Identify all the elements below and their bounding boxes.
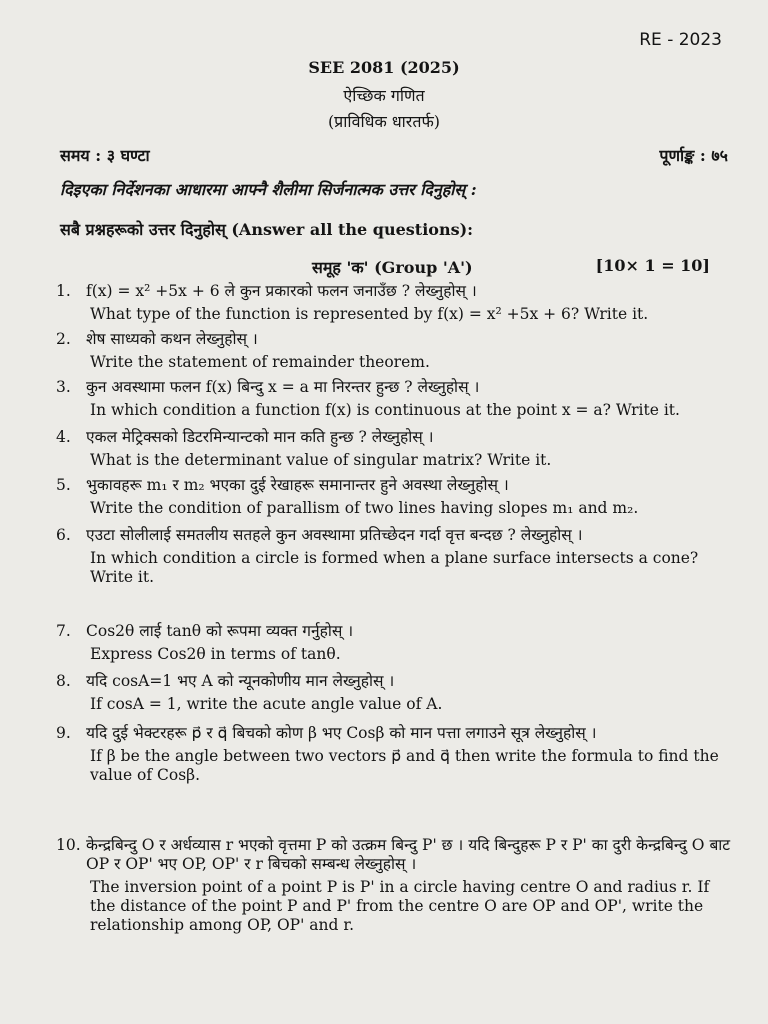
time-label: समय : ३ घण्टा	[60, 146, 150, 165]
question-number: 9.	[56, 724, 71, 742]
question-nepali: यदि दुई भेक्टरहरू p⃗ र q⃗ बिचको कोण β भए Cosβ को मान पत्ता लगाउने सूत्र लेख्नुहोस् ।	[86, 724, 597, 742]
question-nepali: f(x) = x² +5x + 6 ले कुन प्रकारको फलन जनाउँछ ? लेख्नुहोस् ।	[86, 282, 477, 300]
instruction: दिइएका निर्देशनका आधारमा आफ्नै शैलीमा सिर्जनात्मक उत्तर दिनुहोस् :	[60, 180, 477, 199]
group-marks: [10× 1 = 10]	[595, 256, 710, 275]
question-nepali: यदि cosA=1 भए A को न्यूनकोणीय मान लेख्नुहोस् ।	[86, 672, 395, 690]
exam-title: SEE 2081 (2025)	[308, 58, 460, 77]
question-english: What is the determinant value of singular matrix? Write it.	[90, 451, 552, 469]
question-item	[56, 526, 736, 587]
question-number: 1.	[56, 282, 71, 300]
full-marks-label: पूर्णाङ्क : ७५	[659, 146, 728, 165]
question-nepali: केन्द्रबिन्दु O र अर्धव्यास r भएको वृत्तमा P को उत्क्रम बिन्दु P' छ । यदि बिन्दुहरू P र P' का दुरी केन्द्रबिन्दु O बाट OP र OP' भए OP, OP' र r बिचको सम्बन्ध लेख्नुहोस् ।	[86, 836, 731, 873]
question-number: 5.	[56, 476, 71, 494]
question-nepali: कुन अवस्थामा फलन f(x) बिन्दु x = a मा निरन्तर हुन्छ ? लेख्नुहोस् ।	[86, 378, 480, 396]
question-item	[56, 672, 736, 714]
paper-code: RE - 2023	[639, 30, 722, 50]
question-item	[56, 476, 736, 518]
question-item	[56, 378, 736, 420]
question-item	[56, 330, 736, 372]
question-item	[56, 428, 736, 470]
question-item	[56, 724, 736, 785]
question-nepali: एउटा सोलीलाई समतलीय सतहले कुन अवस्थामा प्रतिच्छेदन गर्दा वृत्त बन्दछ ? लेख्नुहोस् ।	[86, 526, 583, 544]
stream-title: (प्राविधिक धारतर्फ)	[327, 112, 441, 131]
group-title: समूह 'क' (Group 'A')	[312, 258, 473, 277]
subject-title: ऐच्छिक गणित	[343, 86, 425, 105]
question-item	[56, 622, 736, 664]
question-number: 6.	[56, 526, 71, 544]
question-english: If cosA = 1, write the acute angle value of A.	[90, 695, 443, 713]
question-nepali: भुकावहरू m₁ र m₂ भएका दुई रेखाहरू समानान्तर हुने अवस्था लेख्नुहोस् ।	[86, 476, 509, 494]
question-number: 3.	[56, 378, 71, 396]
question-nepali: एकल मेट्रिक्सको डिटरमिन्यान्टको मान कति हुन्छ ? लेख्नुहोस् ।	[86, 428, 434, 446]
question-english: In which condition a function f(x) is continuous at the point x = a? Write it.	[90, 401, 680, 419]
question-number: 2.	[56, 330, 71, 348]
question-item	[56, 836, 736, 935]
question-english: Write the condition of parallism of two lines having slopes m₁ and m₂.	[90, 499, 639, 517]
question-english: What type of the function is represented by f(x) = x² +5x + 6? Write it.	[90, 305, 649, 323]
question-number: 4.	[56, 428, 71, 446]
question-english: Write the statement of remainder theorem.	[90, 353, 430, 371]
question-number: 8.	[56, 672, 71, 690]
question-english: Express Cos2θ in terms of tanθ.	[90, 645, 341, 663]
question-nepali: Cos2θ लाई tanθ को रूपमा व्यक्त गर्नुहोस् ।	[86, 622, 354, 640]
question-english: In which condition a circle is formed when a plane surface intersects a cone? Write it.	[90, 549, 699, 586]
answer-all: सबै प्रश्नहरूको उत्तर दिनुहोस् (Answer all the questions):	[60, 220, 474, 239]
question-english: The inversion point of a point P is P' in a circle having centre O and radius r. If the distance of the point P and P' from the centre O are OP and OP', write the relationship among OP, OP' and r.	[90, 878, 710, 934]
question-number: 10.	[56, 836, 81, 854]
question-item	[56, 282, 736, 324]
question-number: 7.	[56, 622, 71, 640]
question-english: If β be the angle between two vectors p⃗ and q⃗ then write the formula to find the value of Cosβ.	[90, 747, 719, 784]
question-nepali: शेष साध्यको कथन लेख्नुहोस् ।	[86, 330, 258, 348]
